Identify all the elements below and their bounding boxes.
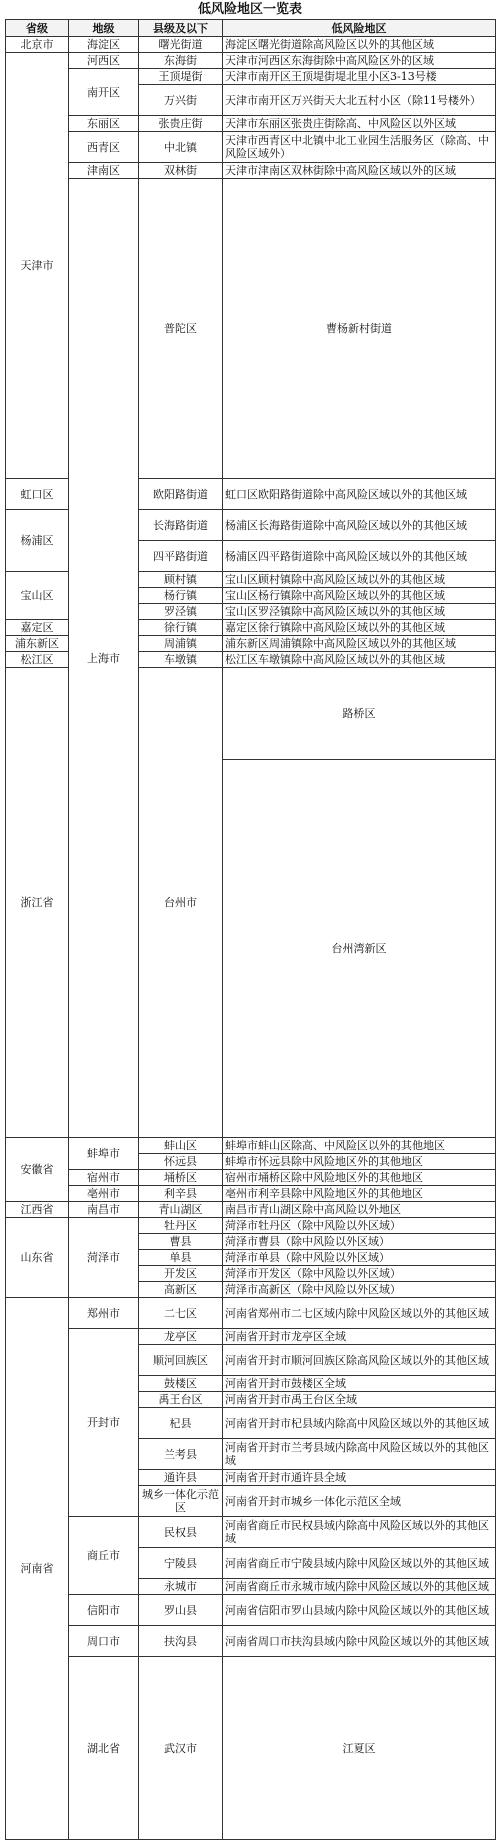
area-description-cell: 河南省商丘市永城市域内除中风险区域以外的其他区域 [223, 1579, 496, 1595]
area-description-cell: 河南省周口市扶沟县域内除中风险区域以外的其他区域 [223, 1626, 496, 1657]
county-cell: 单县 [139, 1250, 223, 1266]
header-city: 地级 [69, 20, 139, 37]
area-description-cell: 菏泽市牡丹区（除中风险以外区域） [223, 1218, 496, 1234]
city-cell: 南昌市 [69, 1202, 139, 1218]
city-cell: 浦东新区 [6, 636, 69, 652]
province-cell: 浙江省 [6, 668, 69, 1138]
header-province: 省级 [6, 20, 69, 37]
area-description-cell: 亳州市利辛县除中风险地区外的其他地区 [223, 1186, 496, 1202]
county-cell: 蚌山区 [139, 1138, 223, 1154]
table-row [6, 1186, 496, 1202]
area-description-cell: 河南省开封市禹王台区全域 [223, 1392, 496, 1408]
county-cell: 埇桥区 [139, 1170, 223, 1186]
county-cell: 东海街 [139, 53, 223, 69]
area-description-cell: 河南省开封市龙亭区全域 [223, 1329, 496, 1345]
county-cell: 民权县 [139, 1517, 223, 1548]
city-cell: 普陀区 [139, 179, 223, 479]
area-description-cell: 天津市津南区双林街除中高风险区域以外的区域 [223, 163, 496, 179]
county-cell: 龙亭区 [139, 1329, 223, 1345]
header-area: 低风险地区 [223, 20, 496, 37]
county-cell: 兰考县 [139, 1439, 223, 1470]
area-description-cell: 河南省信阳市罗山县域内除中风险区域以外的其他区域 [223, 1595, 496, 1626]
area-description-cell: 杨浦区四平路街道除中高风险区域以外的其他区域 [223, 541, 496, 572]
table-row [6, 1329, 496, 1345]
table-row [6, 1298, 496, 1329]
county-cell: 曹杨新村街道 [223, 179, 496, 479]
county-cell: 鼓楼区 [139, 1376, 223, 1392]
table-row [6, 132, 496, 163]
city-cell: 西青区 [69, 132, 139, 163]
table-row [6, 1626, 496, 1657]
city-cell: 南开区 [69, 69, 139, 116]
county-cell: 利辛县 [139, 1186, 223, 1202]
area-description-cell: 河南省郑州市二七区域内除中风险区域以外的其他区域 [223, 1298, 496, 1329]
county-cell: 周浦镇 [139, 636, 223, 652]
county-cell: 城乡一体化示范区 [139, 1486, 223, 1517]
area-description-cell: 宝山区罗泾镇除中高风险区域以外的其他区域 [223, 604, 496, 620]
area-description-cell: 海淀区曙光街道除高风险区以外的其他区域 [223, 37, 496, 53]
city-cell: 台州市 [139, 668, 223, 1138]
table-body [6, 37, 496, 1840]
table-row [6, 1202, 496, 1218]
table-row [6, 1595, 496, 1626]
county-cell: 路桥区 [223, 668, 496, 760]
table-row [6, 37, 496, 53]
city-cell: 嘉定区 [6, 620, 69, 636]
county-cell: 徐行镇 [139, 620, 223, 636]
city-cell: 蚌埠市 [69, 1138, 139, 1170]
county-cell: 曹县 [139, 1234, 223, 1250]
province-cell: 天津市 [6, 53, 69, 479]
county-cell: 长海路街道 [139, 510, 223, 541]
area-description-cell: 菏泽市单县（除中风险以外区域） [223, 1250, 496, 1266]
header-county: 县级及以下 [139, 20, 223, 37]
county-cell: 永城市 [139, 1579, 223, 1595]
county-cell: 罗山县 [139, 1595, 223, 1626]
county-cell: 禹王台区 [139, 1392, 223, 1408]
city-cell: 河西区 [69, 53, 139, 69]
city-cell: 海淀区 [69, 37, 139, 53]
table-row [6, 69, 496, 85]
area-description-cell: 天津市南开区万兴街天大北五村小区（除11号楼外） [223, 85, 496, 116]
table-row [6, 1657, 496, 1840]
table-row [6, 1138, 496, 1154]
area-description-cell: 蚌埠市怀远县除中风险地区外的其他地区 [223, 1154, 496, 1170]
county-cell: 杨行镇 [139, 588, 223, 604]
county-cell: 曙光街道 [139, 37, 223, 53]
area-description-cell: 宝山区杨行镇除中高风险区域以外的其他区域 [223, 588, 496, 604]
county-cell: 张贵庄街 [139, 116, 223, 132]
province-cell: 上海市 [69, 179, 139, 1138]
county-cell: 江夏区 [223, 1657, 496, 1840]
county-cell: 台州湾新区 [223, 760, 496, 1138]
city-cell: 商丘市 [69, 1517, 139, 1595]
area-description-cell: 天津市河西区东海街除中高风险区外的区域 [223, 53, 496, 69]
city-cell: 虹口区 [6, 479, 69, 510]
county-cell: 王顶堤街 [139, 69, 223, 85]
province-cell: 北京市 [6, 37, 69, 53]
province-cell: 湖北省 [69, 1657, 139, 1840]
county-cell: 顺河回族区 [139, 1345, 223, 1376]
area-description-cell: 杨浦区长海路街道除中高风险区域以外的其他区域 [223, 510, 496, 541]
city-cell: 宿州市 [69, 1170, 139, 1186]
table-row [6, 163, 496, 179]
county-cell: 中北镇 [139, 132, 223, 163]
area-description-cell: 河南省开封市鼓楼区全域 [223, 1376, 496, 1392]
area-description-cell: 蚌埠市蚌山区除高、中风险区以外的其他地区 [223, 1138, 496, 1154]
city-cell: 武汉市 [139, 1657, 223, 1840]
area-description-cell: 菏泽市开发区（除中风险以外区域） [223, 1266, 496, 1282]
area-description-cell: 天津市西青区中北镇中北工业园生活服务区（除高、中风险区域外） [223, 132, 496, 163]
area-description-cell: 嘉定区徐行镇除中高风险区域以外的其他区域 [223, 620, 496, 636]
city-cell: 周口市 [69, 1626, 139, 1657]
table-row [6, 53, 496, 69]
county-cell: 杞县 [139, 1408, 223, 1439]
city-cell: 亳州市 [69, 1186, 139, 1202]
city-cell: 宝山区 [6, 572, 69, 620]
area-description-cell: 河南省商丘市宁陵县域内除中风险区域以外的其他区域 [223, 1548, 496, 1579]
area-description-cell: 虹口区欧阳路街道除中高风险区域以外的其他区域 [223, 479, 496, 510]
county-cell: 车墩镇 [139, 652, 223, 668]
county-cell: 牡丹区 [139, 1218, 223, 1234]
area-description-cell: 河南省商丘市民权县域内除高中风险区域以外的其他区域 [223, 1517, 496, 1548]
low-risk-table [5, 19, 496, 1840]
county-cell: 万兴街 [139, 85, 223, 116]
province-cell: 河南省 [6, 1298, 69, 1840]
area-description-cell: 菏泽市曹县（除中风险以外区域） [223, 1234, 496, 1250]
area-description-cell: 南昌市青山湖区除中高风险以外地区 [223, 1202, 496, 1218]
city-cell: 信阳市 [69, 1595, 139, 1626]
table-row [6, 116, 496, 132]
county-cell: 四平路街道 [139, 541, 223, 572]
province-cell: 江西省 [6, 1202, 69, 1218]
table-row [6, 1517, 496, 1548]
city-cell: 菏泽市 [69, 1218, 139, 1298]
county-cell: 欧阳路街道 [139, 479, 223, 510]
county-cell: 高新区 [139, 1282, 223, 1298]
table-row [6, 1170, 496, 1186]
city-cell: 东丽区 [69, 116, 139, 132]
county-cell: 顾村镇 [139, 572, 223, 588]
area-description-cell: 菏泽市高新区（除中风险以外区域） [223, 1282, 496, 1298]
area-description-cell: 天津市南开区王顶堤街堤北里小区3-13号楼 [223, 69, 496, 85]
area-description-cell: 河南省开封市兰考县域内除高中风险区域以外的其他区域 [223, 1439, 496, 1470]
header-row [6, 20, 496, 37]
area-description-cell: 松江区车墩镇除中高风险区域以外的其他区域 [223, 652, 496, 668]
area-description-cell: 河南省开封市城乡一体化示范区全域 [223, 1486, 496, 1517]
county-cell: 二七区 [139, 1298, 223, 1329]
county-cell: 通许县 [139, 1470, 223, 1486]
county-cell: 罗泾镇 [139, 604, 223, 620]
area-description-cell: 浦东新区周浦镇除中高风险区域以外的其他区域 [223, 636, 496, 652]
table-row [6, 1218, 496, 1234]
city-cell: 开封市 [69, 1329, 139, 1517]
area-description-cell: 河南省开封市顺河回族区除高风险区域以外的其他区域 [223, 1345, 496, 1376]
table-title: 低风险地区一览表 [197, 2, 302, 17]
area-description-cell: 宝山区顾村镇除中高风险区域以外的其他区域 [223, 572, 496, 588]
county-cell: 青山湖区 [139, 1202, 223, 1218]
province-cell: 山东省 [6, 1218, 69, 1298]
city-cell: 郑州市 [69, 1298, 139, 1329]
area-description-cell: 天津市东丽区张贵庄街除高、中风险区以外区域 [223, 116, 496, 132]
city-cell: 杨浦区 [6, 510, 69, 572]
county-cell: 宁陵县 [139, 1548, 223, 1579]
province-cell: 安徽省 [6, 1138, 69, 1202]
county-cell: 双林街 [139, 163, 223, 179]
city-cell: 津南区 [69, 163, 139, 179]
city-cell: 松江区 [6, 652, 69, 668]
county-cell: 怀远县 [139, 1154, 223, 1170]
area-description-cell: 宿州市埇桥区除中风险地区外的其他地区 [223, 1170, 496, 1186]
county-cell: 扶沟县 [139, 1626, 223, 1657]
county-cell: 开发区 [139, 1266, 223, 1282]
table-row [6, 179, 496, 479]
area-description-cell: 河南省开封市通许县全域 [223, 1470, 496, 1486]
area-description-cell: 河南省开封市杞县域内除高中风险区域以外的其他区域 [223, 1408, 496, 1439]
